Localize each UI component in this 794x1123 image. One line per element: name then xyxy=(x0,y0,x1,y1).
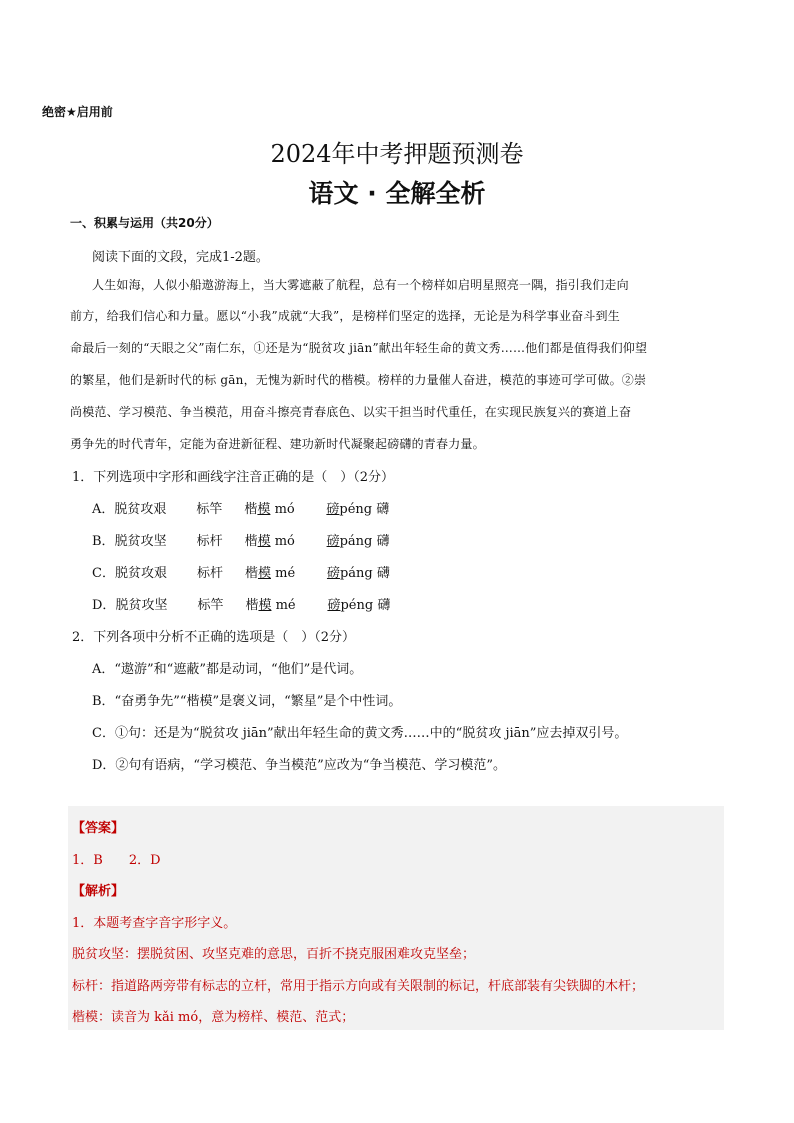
option-word: 礴 xyxy=(376,566,390,581)
option-word: 楷 xyxy=(244,534,258,549)
option-letter: C． xyxy=(92,566,115,581)
option-underlined-char: 磅 xyxy=(327,598,341,613)
q1-option-c xyxy=(92,562,390,581)
option-word: 脱贫攻坚 xyxy=(115,598,168,613)
option-underlined-char: 磅 xyxy=(326,534,340,549)
analysis-line: 脱贫攻坚：摆脱贫困、攻坚克难的意思，百折不挠克服困难攻克坚垒； xyxy=(72,947,476,962)
option-pinyin: mó xyxy=(274,502,295,517)
option-word: 礴 xyxy=(376,502,390,517)
q1-option-a xyxy=(92,498,389,517)
analysis-label: 【解析】 xyxy=(72,884,125,899)
q2-option-d: D．②句有语病，“学习模范、争当模范”应改为“争当模范、学习模范”。 xyxy=(92,758,507,773)
exam-title: 2024年中考押题预测卷 xyxy=(270,140,524,168)
option-word: 脱贫攻艰 xyxy=(114,566,167,581)
option-word: 楷 xyxy=(244,502,258,517)
option-word: 楷 xyxy=(245,598,259,613)
exam-subtitle: 语文 · 全解全析 xyxy=(308,179,486,208)
option-underlined-char: 模 xyxy=(258,598,272,613)
option-pinyin: páng xyxy=(339,566,373,581)
option-underlined-char: 磅 xyxy=(326,502,340,517)
q1-option-d xyxy=(92,594,390,613)
question-2-stem: 2．下列各项中分析不正确的选项是（ ）（2分） xyxy=(72,630,356,645)
instruction: 阅读下面的文段，完成1-2题。 xyxy=(92,250,269,265)
q2-option-b: B．“奋勇争先”“楷模”是褒义词，“繁星”是个中性词。 xyxy=(92,694,402,709)
option-pinyin: mé xyxy=(275,598,296,613)
option-underlined-char: 磅 xyxy=(326,566,340,581)
option-word: 楷 xyxy=(244,566,258,581)
passage-line: 前方，给我们信心和力量。愿以“小我”成就“大我”，是榜样们坚定的选择，无论是为科学事业奋斗到生 xyxy=(70,309,620,323)
option-word: 礴 xyxy=(376,534,390,549)
question-1-stem: 1．下列选项中字形和画线字注音正确的是（ ）（2分） xyxy=(72,470,395,485)
option-word: 脱贫攻艰 xyxy=(114,502,167,517)
passage-line: 勇争先的时代青年，定能为奋进新征程、建功新时代凝聚起磅礴的青春力量。 xyxy=(70,437,485,451)
option-underlined-char: 模 xyxy=(257,502,271,517)
option-word: 标竿 xyxy=(196,502,223,517)
q2-option-c: C．①句：还是为“脱贫攻 jiān”献出年轻生命的黄文秀……中的“脱贫攻 jiān”应去掉双引号。 xyxy=(92,726,628,741)
option-pinyin: péng xyxy=(340,598,374,613)
analysis-line: 标杆：指道路两旁带有标志的立杆，常用于指示方向或有关限制的标记，杆底部装有尖铁脚的木杆； xyxy=(72,979,645,994)
option-letter: D． xyxy=(92,598,116,613)
q2-option-a: A．“遨游”和“遮蔽”都是动词，“他们”是代词。 xyxy=(92,662,363,677)
passage-line: 命最后一刻的“天眼之父”南仁东，①还是为“脱贫攻 jiān”献出年轻生命的黄文秀……他们都是值得我们仰望 xyxy=(70,341,648,355)
option-word: 标竿 xyxy=(197,598,224,613)
option-word: 标杆 xyxy=(196,534,223,549)
option-underlined-char: 模 xyxy=(257,534,271,549)
option-letter: A． xyxy=(92,502,115,517)
secret-label: 绝密★启用前 xyxy=(42,105,113,119)
option-pinyin: páng xyxy=(339,534,373,549)
option-pinyin: péng xyxy=(339,502,373,517)
option-underlined-char: 模 xyxy=(257,566,271,581)
passage-line: 人生如海，人似小船遨游海上，当大雾遮蔽了航程，总有一个榜样如启明星照亮一隅，指引我们走向 xyxy=(92,278,629,292)
section-heading: 一、积累与运用（共20分） xyxy=(70,216,219,230)
option-word: 礴 xyxy=(377,598,391,613)
q1-option-b xyxy=(92,530,390,549)
answer-text: 1．B 2．D xyxy=(72,853,161,868)
analysis-line: 楷模：读音为 kǎi mó，意为榜样、模范、范式； xyxy=(72,1010,355,1025)
option-letter: B． xyxy=(92,534,115,549)
option-word: 标杆 xyxy=(196,566,223,581)
answer-label: 【答案】 xyxy=(72,821,125,836)
option-pinyin: mé xyxy=(275,566,296,581)
option-word: 脱贫攻坚 xyxy=(114,534,167,549)
passage-line: 的繁星，他们是新时代的标 gān，无愧为新时代的楷模。榜样的力量催人奋进，模范的事迹可学可做。②崇 xyxy=(70,373,647,387)
analysis-line: 1．本题考查字音字形字义。 xyxy=(72,916,237,931)
option-pinyin: mó xyxy=(274,534,295,549)
passage-line: 尚模范、学习模范、争当模范，用奋斗擦亮青春底色、以实干担当时代重任，在实现民族复兴的赛道上奋 xyxy=(70,405,632,419)
